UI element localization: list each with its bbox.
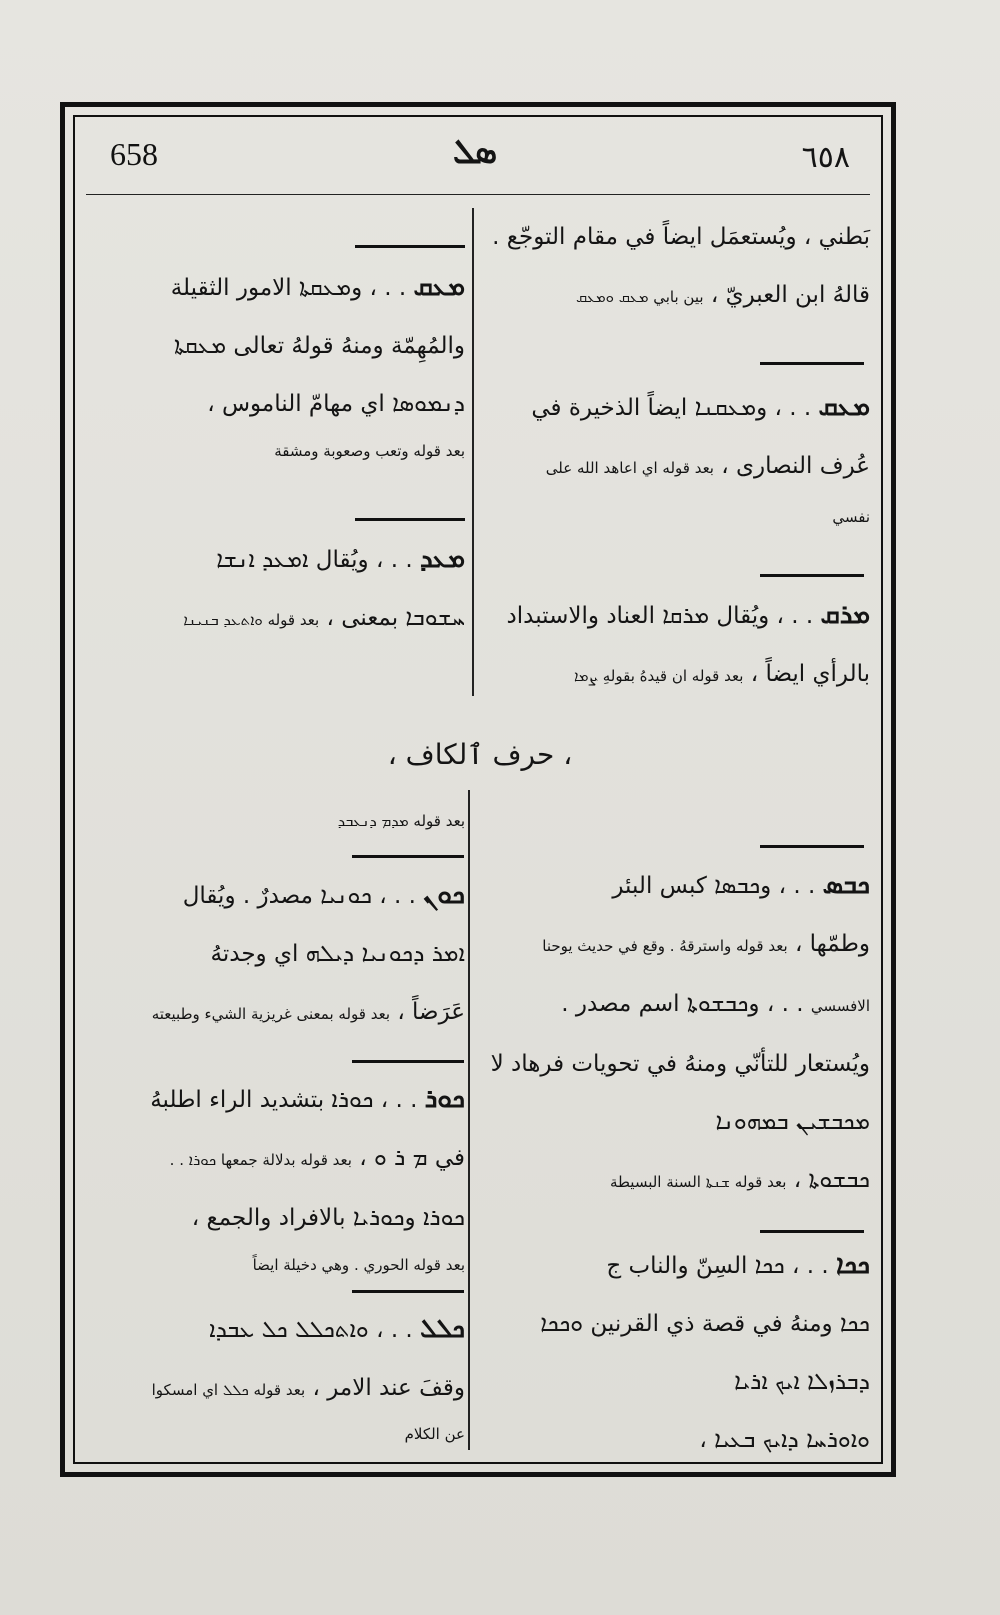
entry-separator	[352, 1060, 464, 1063]
header-rule	[86, 194, 870, 195]
entry-headword: ܡܪܩ	[820, 600, 870, 630]
entry-line	[82, 983, 465, 1043]
entry-text: . . ، وܡܥܩܬܐ الامور الثقيلة	[170, 275, 407, 301]
entry-right-top-3	[485, 586, 870, 705]
entry-note: عن الكلام	[404, 1425, 465, 1443]
entry-headword: ܟܘܪ	[424, 1084, 465, 1114]
entry-text: قالهُ ابن العبريّ ،	[710, 282, 870, 308]
entry-right-bottom-2	[485, 1236, 870, 1469]
entry-line: ܟܟܐ ومنهُ في قصة ذي القرنين ܘܟܟܐ	[540, 1311, 870, 1337]
entry-line	[485, 378, 870, 437]
entry-text: . . ، ويُقال ܡܪܩܐ العناد والاستبداد	[506, 603, 814, 629]
entry-note: بعد قوله ان قيدهُ بقولهِ ܨܡܐ	[574, 667, 744, 685]
entry-text: ܟܒܫܘܬܐ ،	[793, 1167, 870, 1193]
entry-headword: ܟܟܐ	[836, 1250, 870, 1280]
entry-line	[485, 437, 870, 497]
entry-text: وقفَ عند الامر ،	[312, 1375, 465, 1401]
entry-text: . . ، وܟܒܫܘܬܐ اسم مصدر .	[561, 991, 804, 1017]
entry-separator	[760, 1230, 864, 1233]
entry-separator	[355, 518, 465, 521]
entry-left-bottom-0	[82, 806, 465, 836]
entry-line	[82, 1300, 465, 1359]
entry-headword: ܟܠܠ	[420, 1314, 465, 1344]
entry-note: بعد قوله ܫܢܬܐ السنة البسيطة	[609, 1173, 787, 1191]
entry-line: ܕܢܡܘܣܐ اي مهامّ الناموس ،	[207, 391, 465, 417]
entry-separator	[760, 574, 864, 577]
entry-line	[82, 1070, 465, 1129]
entry-line	[82, 589, 465, 649]
entry-line: ܡܟܒܫܝܢ ܒܡܗܘܢܐ	[715, 1109, 870, 1135]
entry-note: بعد قوله واسترقهُ . وقع في حديث يوحنا	[542, 937, 788, 955]
entry-separator	[760, 362, 864, 365]
entry-right-top-1	[485, 208, 870, 326]
entry-note: بعد قوله بدلالة جمعها ܟܘܪܐ . .	[169, 1151, 352, 1169]
entry-note: بعد قوله اي اعاهد الله على	[545, 459, 714, 477]
entry-note: بعد قوله بمعنى غريزية الشيء وطبيعته	[151, 1005, 390, 1023]
entry-headword: ܡܥܩ	[818, 392, 870, 422]
entry-headword: ܟܘܢ	[423, 880, 465, 910]
page-number-latin: 658	[110, 136, 158, 172]
column-divider-top	[472, 208, 474, 696]
entry-text: . . ، وܡܥܩܢܐ ايضاً الذخيرة في	[531, 395, 812, 421]
entry-text: . . ، ܟܘܪܐ بتشديد الراء اطلبهُ	[150, 1087, 418, 1113]
entry-separator	[355, 245, 465, 248]
entry-note: بعد قوله وتعب وصعوبة ومشقة	[274, 442, 465, 460]
entry-line	[82, 530, 465, 589]
entry-line	[485, 645, 870, 705]
entry-text: . . ، ويُقال ܐܡܥܕ ܐܢܫܐ	[216, 547, 413, 573]
entry-text: . . ، ܘܐܬܟܠܠ ܟܠ ܥܒܕܐ	[209, 1317, 413, 1343]
entry-note: بين بابي ܡܥܩ ܘܡܥܩ	[575, 288, 704, 306]
entry-note: الافسسي	[810, 997, 870, 1015]
entry-line: ܐܡܪ ܕܟܘܢܝܐ ܕܝܠܗ اي وجدتهُ	[210, 941, 465, 967]
entry-line	[82, 1359, 465, 1419]
entry-line	[485, 1151, 870, 1211]
entry-line: ܘܐܘܪܚܐ ܕܐܝܟ ܒܥܝܐ ،	[699, 1427, 870, 1453]
entry-text: عُرف النصارى ،	[721, 453, 870, 479]
entry-note: بعد قوله الحوري . وهي دخيلة ايضاً	[252, 1256, 465, 1274]
entry-headword: ܟܒܣ	[822, 870, 870, 900]
entry-left-bottom-1	[82, 866, 465, 1043]
entry-line	[485, 266, 870, 326]
entry-line	[485, 1236, 870, 1295]
entry-text: بالرأي ايضاً ،	[750, 661, 870, 687]
entry-line: بَطني ، ويُستعمَل ايضاً في مقام التوجّع .	[492, 224, 870, 250]
entry-separator	[760, 845, 864, 848]
entry-text: . . ، ܟܟܐ السِنّ والناب ج	[606, 1253, 829, 1279]
entry-line	[485, 856, 870, 915]
entry-right-bottom-1	[485, 856, 870, 1211]
entry-line: ويُستعار للتأنّي ومنهُ في تحويات فرهاد لا	[490, 1051, 870, 1077]
entry-line	[485, 586, 870, 645]
entry-text: وطمّها ،	[794, 931, 870, 957]
running-head: ܣܠ	[453, 132, 497, 172]
entry-line: والمُهِمّة ومنهُ قولهُ تعالى ܡܥܩܬܐ	[173, 333, 465, 359]
entry-line	[485, 915, 870, 975]
entry-line	[82, 1129, 465, 1189]
column-divider-bottom	[468, 790, 470, 1450]
entry-left-top-2	[82, 530, 465, 649]
entry-headword: ܡܥܕ	[419, 544, 465, 574]
entry-left-top-1	[82, 258, 465, 469]
entry-headword: ܡܥܩ	[413, 272, 465, 302]
page-number-arabic: ٦٥٨	[801, 140, 850, 175]
entry-note: بعد قوله ܟܠܠ اي امسكوا	[151, 1381, 306, 1399]
entry-separator	[352, 1290, 464, 1293]
entry-line	[82, 258, 465, 317]
entry-line: ܟܘܪܐ وܟܘܪܝܐ بالافراد والجمع ،	[191, 1205, 465, 1231]
entry-line: ܕܒܪܙܠܐ ܐܝܟ ܐܪܝܐ	[734, 1369, 870, 1395]
entry-text: عَرَضاً ،	[397, 999, 465, 1025]
entry-note: بعد قوله ܡܕܡ ܕܢܥܒܕ	[337, 812, 465, 830]
entry-separator	[352, 855, 464, 858]
entry-line	[82, 866, 465, 925]
entry-note: نفسي	[832, 508, 870, 526]
entry-text: ܚܫܘܒܐ بمعنى ،	[326, 605, 465, 631]
entry-right-top-2	[485, 378, 870, 537]
entry-text: . . ، وܟܒܣܐ كبس البئر	[612, 873, 816, 899]
entry-left-bottom-3	[82, 1300, 465, 1449]
entry-line	[485, 975, 870, 1035]
section-title: ، حرف ٱلكاف ،	[387, 738, 573, 771]
entry-text: . . ، ܟܘܢܝܐ مصدرٌ . ويُقال	[182, 883, 416, 909]
entry-text: في ܡ ܪ ܘ ،	[359, 1145, 465, 1171]
entry-note: بعد قوله ܘܐܬܥܕ ܒܢܝܢܐ	[183, 611, 320, 629]
entry-left-bottom-2	[82, 1070, 465, 1283]
